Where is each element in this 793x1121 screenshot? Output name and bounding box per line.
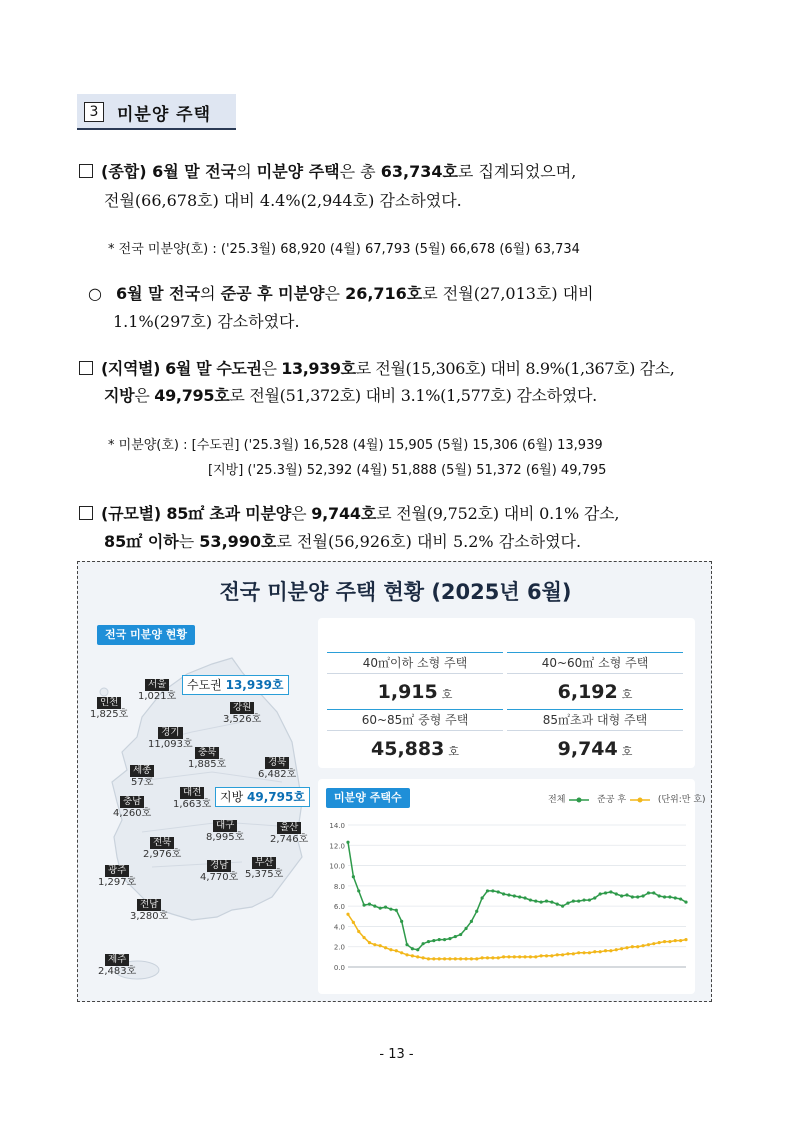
- data-point: [523, 955, 526, 958]
- data-point: [513, 955, 516, 958]
- data-point: [604, 949, 607, 952]
- data-point: [556, 903, 559, 906]
- y-tick-label: 4.0: [333, 923, 345, 932]
- data-point: [502, 955, 505, 958]
- size-cell-value: [507, 734, 683, 764]
- data-point: [346, 913, 349, 916]
- data-point: [422, 942, 425, 945]
- body-text: 의: [200, 284, 221, 303]
- data-point: [566, 952, 569, 955]
- data-point: [582, 898, 585, 901]
- data-point: [481, 896, 484, 899]
- data-point: [620, 947, 623, 950]
- legend-total-marker-icon: [568, 796, 590, 804]
- data-point: [405, 953, 408, 956]
- body-text: 로 집계되었으며,: [457, 162, 577, 181]
- emphasis-text: 6월 말 전국: [115, 284, 201, 303]
- y-tick-label: 12.0: [329, 842, 345, 851]
- data-point: [668, 895, 671, 898]
- data-point: [588, 898, 591, 901]
- data-point: [368, 903, 371, 906]
- data-point: [674, 939, 677, 942]
- trend-chart: [326, 817, 691, 989]
- region-label: [148, 727, 193, 751]
- data-point: [362, 936, 365, 939]
- data-point: [647, 943, 650, 946]
- region-name: 서울: [145, 679, 169, 691]
- paragraph-summary-text: [101, 162, 576, 181]
- series-line: [348, 914, 686, 959]
- emphasis-text: 지방: [104, 386, 135, 405]
- data-point: [641, 944, 644, 947]
- region-label: [200, 860, 238, 884]
- body-text: 로 전월(15,306호) 대비 8.9%(1,367호) 감소,: [355, 359, 675, 378]
- data-point: [513, 894, 516, 897]
- data-point: [550, 954, 553, 957]
- size-cell-label: 85㎡초과 대형 주택: [507, 709, 683, 731]
- infographic: [77, 561, 712, 1002]
- data-point: [438, 957, 441, 960]
- data-point: [556, 953, 559, 956]
- data-point: [658, 941, 661, 944]
- local-label: 지방: [220, 790, 244, 804]
- data-point: [411, 947, 414, 950]
- data-point: [684, 938, 687, 941]
- data-point: [357, 930, 360, 933]
- region-name: 대전: [180, 787, 204, 799]
- region-label: [130, 765, 154, 789]
- local-callout: [215, 787, 310, 807]
- data-point: [636, 945, 639, 948]
- emphasis-text: 13,939호: [281, 359, 356, 378]
- section-header: [77, 94, 236, 130]
- body-text: 은: [324, 284, 346, 303]
- data-point: [454, 935, 457, 938]
- y-tick-label: 2.0: [333, 943, 345, 952]
- size-cell-unit: 호: [448, 745, 459, 758]
- paragraph-completed-line2: 1.1%(297호) 감소하였다.: [113, 312, 300, 331]
- data-point: [379, 907, 382, 910]
- data-point: [561, 905, 564, 908]
- size-cell-number: 9,744: [557, 738, 618, 760]
- size-cell-value: [327, 734, 503, 764]
- emphasis-text: 9,744호: [311, 504, 377, 523]
- data-point: [438, 938, 441, 941]
- data-point: [529, 955, 532, 958]
- data-point: [625, 893, 628, 896]
- region-value: 1,825호: [90, 709, 129, 720]
- region-name: 충남: [120, 796, 144, 808]
- size-cell-unit: 호: [621, 745, 633, 758]
- region-label: [258, 757, 296, 781]
- region-name: 광주: [105, 865, 129, 877]
- data-point: [400, 920, 403, 923]
- data-point: [599, 950, 602, 953]
- body-text: 은: [291, 504, 312, 523]
- data-point: [346, 841, 349, 844]
- data-point: [652, 942, 655, 945]
- emphasis-text: (지역별) 6월 말 수도권: [101, 359, 262, 378]
- data-point: [625, 946, 628, 949]
- data-point: [497, 890, 500, 893]
- region-name: 인천: [97, 697, 121, 709]
- paragraph-size-text: [101, 504, 619, 523]
- region-label: [98, 865, 136, 889]
- series-line: [348, 842, 686, 950]
- size-cell-label: 40㎡이하 소형 주택: [327, 652, 503, 674]
- data-point: [577, 951, 580, 954]
- region-label: [245, 857, 283, 881]
- data-point: [684, 900, 687, 903]
- data-point: [582, 951, 585, 954]
- region-label: [270, 822, 308, 846]
- data-point: [422, 956, 425, 959]
- data-point: [389, 908, 392, 911]
- data-point: [373, 943, 376, 946]
- section-title: 미분양 주택: [117, 105, 212, 125]
- data-point: [507, 893, 510, 896]
- region-value: 2,976호: [143, 849, 182, 860]
- region-label: [138, 679, 176, 703]
- data-point: [631, 945, 634, 948]
- region-name: 제주: [105, 954, 129, 966]
- square-bullet-icon: [79, 164, 93, 178]
- region-value: 3,280호: [130, 911, 169, 922]
- legend-unit: (단위:만 호): [657, 795, 706, 805]
- region-value: 6,482호: [258, 769, 297, 780]
- region-value: 1,885호: [188, 759, 227, 770]
- data-point: [411, 954, 414, 957]
- body-text: 로 전월(9,752호) 대비 0.1% 감소,: [376, 504, 620, 523]
- data-point: [561, 953, 564, 956]
- paragraph-region-line1: [79, 359, 674, 379]
- data-point: [518, 895, 521, 898]
- region-label: [188, 747, 226, 771]
- data-point: [395, 909, 398, 912]
- paragraph-size-line2: [104, 532, 581, 552]
- region-value: 1,663호: [173, 799, 212, 810]
- emphasis-text: (종합) 6월 말 전국: [101, 162, 237, 181]
- map-tag: 전국 미분양 현황: [97, 625, 195, 645]
- emphasis-text: 준공 후 미분양: [220, 284, 325, 303]
- square-bullet-icon: [79, 506, 93, 520]
- data-point: [459, 957, 462, 960]
- data-point: [679, 897, 682, 900]
- data-point: [427, 940, 430, 943]
- body-text: 로 전월(51,372호) 대비 3.1%(1,577호) 감소하였다.: [229, 386, 597, 405]
- data-point: [416, 948, 419, 951]
- region-label: [173, 787, 211, 811]
- data-point: [443, 957, 446, 960]
- page-number: - 13 -: [379, 1047, 414, 1062]
- data-point: [545, 954, 548, 957]
- data-point: [652, 891, 655, 894]
- data-point: [658, 894, 661, 897]
- data-point: [615, 948, 618, 951]
- region-name: 울산: [277, 822, 301, 834]
- emphasis-text: 49,795호: [154, 386, 230, 405]
- body-text: 의: [236, 162, 257, 181]
- region-value: 3,526호: [223, 714, 262, 725]
- data-point: [540, 900, 543, 903]
- data-point: [572, 899, 575, 902]
- data-point: [443, 938, 446, 941]
- size-cell-value: [507, 677, 683, 707]
- region-value: 5,375호: [245, 869, 284, 880]
- data-point: [481, 956, 484, 959]
- region-label: [113, 796, 151, 820]
- infographic-title: 전국 미분양 주택 현황 (2025년 6월): [219, 580, 572, 604]
- data-point: [523, 896, 526, 899]
- data-point: [502, 892, 505, 895]
- paragraph-region-line2: [104, 386, 597, 406]
- region-name: 강원: [230, 702, 254, 714]
- capital-value: 13,939호: [225, 678, 284, 692]
- data-point: [550, 900, 553, 903]
- note-region-capital: * 미분양(호) : [수도권] ('25.3월) 16,528 (4월) 15,905 (5월) 15,306 (6월) 13,939: [108, 438, 603, 453]
- data-point: [545, 899, 548, 902]
- data-point: [448, 957, 451, 960]
- data-point: [491, 956, 494, 959]
- emphasis-text: 53,990호: [199, 532, 277, 551]
- size-cell-number: 6,192: [557, 681, 618, 703]
- body-text: 는: [178, 532, 200, 551]
- region-value: 2,483호: [98, 966, 137, 977]
- emphasis-text: 85㎡ 이하: [104, 532, 179, 551]
- data-point: [459, 933, 462, 936]
- data-point: [609, 949, 612, 952]
- region-label: [98, 954, 136, 978]
- data-point: [432, 939, 435, 942]
- region-value: 2,746호: [270, 834, 309, 845]
- region-name: 경기: [158, 727, 182, 739]
- data-point: [362, 904, 365, 907]
- data-point: [475, 957, 478, 960]
- note-national: * 전국 미분양(호) : ('25.3월) 68,920 (4월) 67,793 (5월) 66,678 (6월) 63,734: [108, 242, 580, 257]
- region-name: 대구: [213, 820, 237, 832]
- paragraph-completed-line1: [88, 284, 594, 304]
- data-point: [674, 896, 677, 899]
- data-point: [518, 955, 521, 958]
- data-point: [486, 956, 489, 959]
- data-point: [384, 906, 387, 909]
- square-bullet-icon: [79, 361, 93, 375]
- note-region-local: [지방] ('25.3월) 52,392 (4월) 51,888 (5월) 51,372 (6월) 49,795: [208, 463, 607, 478]
- region-label: [143, 837, 181, 861]
- data-point: [540, 954, 543, 957]
- data-point: [352, 875, 355, 878]
- region-value: 1,297호: [98, 877, 137, 888]
- body-text: 은: [261, 359, 282, 378]
- size-cell-value: [327, 677, 503, 707]
- region-name: 경남: [207, 860, 231, 872]
- data-point: [647, 891, 650, 894]
- body-text: 로 전월(56,926호) 대비 5.2% 감소하였다.: [276, 532, 582, 551]
- y-tick-label: 0.0: [333, 964, 345, 972]
- body-text: 은 총: [339, 162, 381, 181]
- capital-callout: [182, 675, 289, 695]
- region-value: 57호: [130, 777, 154, 788]
- data-point: [432, 957, 435, 960]
- data-point: [491, 889, 494, 892]
- y-tick-label: 10.0: [329, 862, 345, 871]
- paragraph-summary-line1: [79, 162, 576, 182]
- paragraph-completed-text: [116, 284, 594, 303]
- data-point: [379, 944, 382, 947]
- data-point: [663, 940, 666, 943]
- data-point: [368, 941, 371, 944]
- region-label: [130, 899, 168, 923]
- size-cell-label: 60~85㎡ 중형 주택: [327, 709, 503, 731]
- data-point: [663, 895, 666, 898]
- data-point: [464, 927, 467, 930]
- data-point: [470, 920, 473, 923]
- capital-label: 수도권: [187, 678, 222, 692]
- data-point: [599, 892, 602, 895]
- emphasis-text: 미분양 주택: [256, 162, 340, 181]
- local-value: 49,795호: [247, 790, 305, 804]
- data-point: [529, 898, 532, 901]
- region-value: 4,770호: [200, 872, 239, 883]
- data-point: [566, 902, 569, 905]
- region-value: 1,021호: [138, 691, 177, 702]
- region-name: 전북: [150, 837, 174, 849]
- data-point: [593, 896, 596, 899]
- data-point: [497, 956, 500, 959]
- emphasis-text: (규모별) 85㎡ 초과 미분양: [101, 504, 292, 523]
- size-cell-label: 40~60㎡ 소형 주택: [507, 652, 683, 674]
- region-name: 세종: [130, 765, 154, 777]
- data-point: [464, 957, 467, 960]
- data-point: [507, 955, 510, 958]
- data-point: [604, 891, 607, 894]
- size-cell-unit: 호: [441, 688, 453, 701]
- legend-total: 전체: [548, 795, 566, 805]
- data-point: [641, 894, 644, 897]
- data-point: [384, 946, 387, 949]
- data-point: [577, 899, 580, 902]
- region-value: 11,093호: [148, 739, 193, 750]
- data-point: [400, 951, 403, 954]
- data-point: [615, 892, 618, 895]
- region-name: 충북: [195, 747, 219, 759]
- legend-completed: 준공 후: [597, 795, 627, 805]
- data-point: [373, 905, 376, 908]
- region-name: 전남: [137, 899, 161, 911]
- region-value: 4,260호: [113, 808, 152, 819]
- data-point: [395, 949, 398, 952]
- data-point: [405, 943, 408, 946]
- data-point: [470, 957, 473, 960]
- data-point: [427, 957, 430, 960]
- size-cell-unit: 호: [621, 688, 633, 701]
- data-point: [352, 921, 355, 924]
- legend-completed-marker-icon: [629, 796, 651, 804]
- y-tick-label: 8.0: [333, 882, 345, 891]
- trend-tag: 미분양 주택수: [326, 788, 410, 808]
- data-point: [668, 940, 671, 943]
- data-point: [357, 889, 360, 892]
- y-tick-label: 14.0: [329, 822, 345, 830]
- size-cell-number: 1,915: [377, 681, 438, 703]
- section-number: 3: [84, 102, 104, 122]
- data-point: [572, 952, 575, 955]
- data-point: [593, 950, 596, 953]
- data-point: [679, 939, 682, 942]
- paragraph-size-text2: [104, 532, 581, 551]
- data-point: [454, 957, 457, 960]
- data-point: [588, 951, 591, 954]
- data-point: [416, 955, 419, 958]
- y-tick-label: 6.0: [333, 903, 345, 912]
- data-point: [486, 889, 489, 892]
- data-point: [609, 890, 612, 893]
- region-label: [90, 697, 128, 721]
- paragraph-summary-line2: 전월(66,678호) 대비 4.4%(2,944호) 감소하였다.: [104, 191, 462, 210]
- data-point: [534, 955, 537, 958]
- emphasis-text: 63,734호: [380, 162, 458, 181]
- paragraph-region-text2: [104, 386, 597, 405]
- region-name: 부산: [252, 857, 276, 869]
- data-point: [389, 948, 392, 951]
- data-point: [475, 910, 478, 913]
- body-text: 로 전월(27,013호) 대비: [422, 284, 594, 303]
- body-text: 은: [134, 386, 155, 405]
- trend-legend: [548, 792, 706, 805]
- data-point: [631, 895, 634, 898]
- region-label: [223, 702, 261, 726]
- paragraph-region-text: [101, 359, 674, 378]
- size-cell-number: 45,883: [371, 738, 445, 760]
- region-label: [206, 820, 244, 844]
- data-point: [636, 895, 639, 898]
- data-point: [448, 937, 451, 940]
- circle-bullet-icon: ○: [88, 284, 102, 303]
- region-value: 8,995호: [206, 832, 245, 843]
- emphasis-text: 26,716호: [345, 284, 423, 303]
- data-point: [620, 894, 623, 897]
- paragraph-size-line1: [79, 504, 619, 524]
- data-point: [534, 899, 537, 902]
- region-name: 경북: [265, 757, 289, 769]
